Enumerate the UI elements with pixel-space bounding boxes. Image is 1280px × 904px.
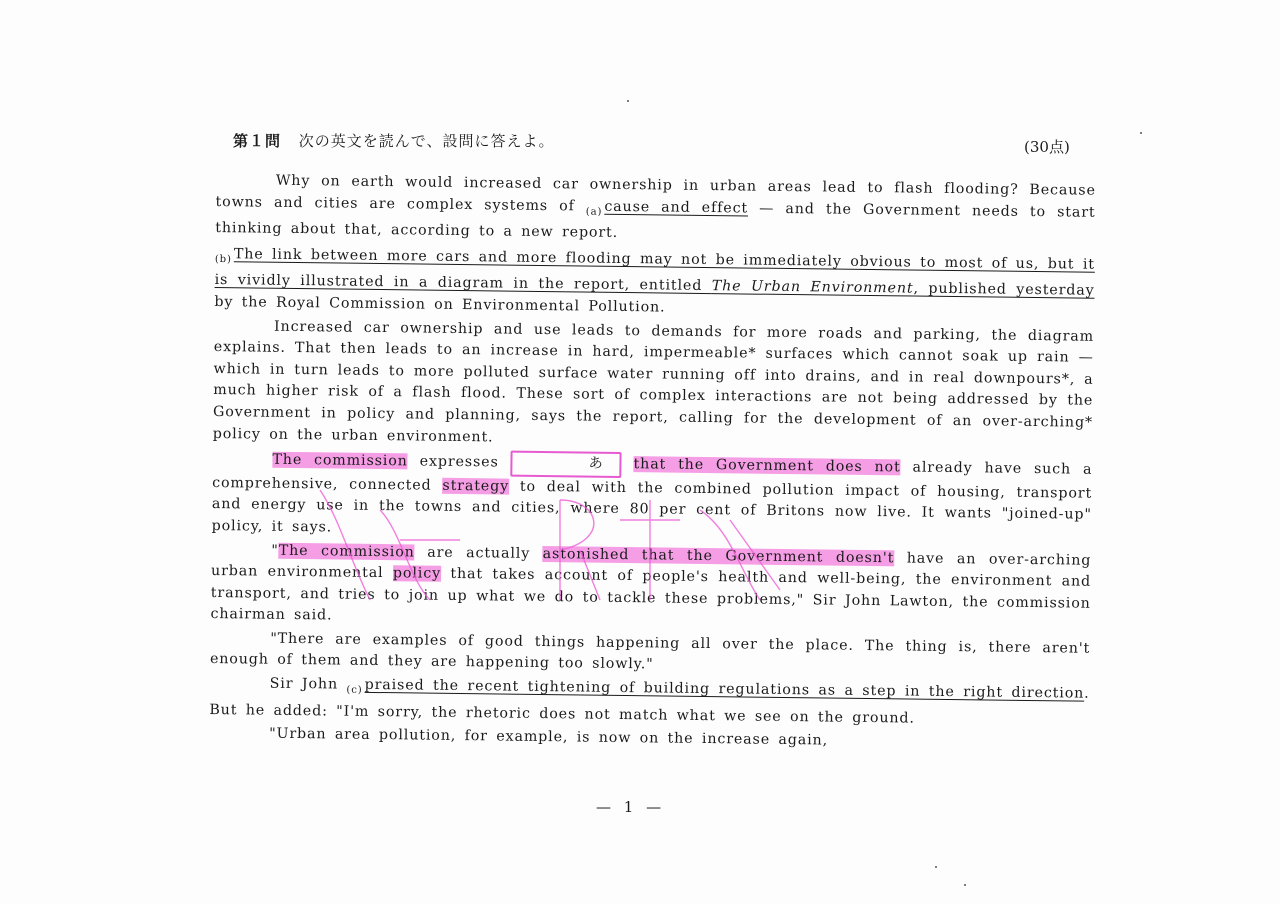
underlined-b: The link between more cars and more flooding may not be immediately obvious to most of us, but it is vividly illustrated in a diagram in the report, entitled [214, 246, 1096, 295]
underlined-b-end: , published yesterday [913, 280, 1095, 300]
blank-a: あ [510, 451, 621, 478]
paragraph-8: "Urban area pollution, for example, is now on the increase again, [269, 725, 829, 749]
paragraph-1-text-end: — and the Government needs to start thinking about that, according to a new report. [215, 200, 1096, 242]
question-instruction: 次の英文を読んで、設問に答えよ。 [298, 132, 555, 150]
label-a: (a) [585, 206, 603, 218]
highlight: The commission [272, 451, 408, 470]
scan-speck [1140, 132, 1142, 134]
question-number: 第１問 [233, 132, 282, 150]
paragraph-4-space [622, 456, 634, 472]
highlight: The commission [278, 542, 415, 560]
paragraph-4 [212, 447, 1093, 548]
report-title: The Urban Environment [711, 278, 914, 297]
paragraph-5-text: have an over-arching urban environmental [211, 549, 1092, 582]
paragraph-1-text: Why on earth would increased car ownership in urban areas lead to flash flooding? Because towns and cities are complex systems of [215, 172, 1096, 215]
label-b: (b) [214, 253, 232, 265]
paragraph-2 [214, 244, 1095, 325]
scan-speck [964, 884, 966, 886]
paragraph-7-text-end: . But he added: "I'm sorry, the rhetoric does not match what we see on the ground. [209, 685, 1090, 727]
paragraph-4-text: expresses [407, 453, 511, 471]
paragraph-5 [210, 539, 1091, 636]
highlight: strategy [442, 477, 510, 495]
scan-speck [627, 100, 629, 102]
question-header [233, 130, 555, 151]
paragraph-6: "There are examples of good things happening all over the place. The thing is, there aren't enough of them and they are happening too slowly." [209, 630, 1091, 673]
paragraph-5-text: that takes account of people's health and well-being, the environment and transport, and tries to join up what we do to tackle these problems," Sir John Lawton, the commission chairman said. [210, 565, 1092, 624]
paragraph-3: Increased car ownership and use leads to demands for more roads and parking, the diagram explains. That then leads to an increase in hard, impermeable* surfaces which cannot soak up rain — which in turn leads to more polluted surface water running off into drains, and in real downpours*, a much higher risk of a flash flood. These sort of complex interactions are not being addressed by the Government in policy and planning, says the report, calling for the development of an over-arching* policy on the urban environment. [212, 318, 1095, 445]
highlight: astonished that the Government doesn't [542, 545, 895, 566]
underlined-a: cause and effect [604, 198, 749, 217]
paragraph-7-text: Sir John [269, 675, 347, 693]
paragraph-4-text: to deal with the combined pollution impact of housing, transport and energy use in the towns and cities, where 80 per cent of Britons now live. It wants "joined-up" policy, it says. [211, 478, 1093, 536]
label-c: (c) [346, 684, 363, 696]
underlined-c: praised the recent tightening of building regulations as a step in the right direction [364, 676, 1085, 702]
passage [209, 170, 1096, 756]
paragraph-5-text: are actually [414, 543, 543, 562]
open-quote: " [271, 542, 279, 559]
highlight: policy [392, 565, 442, 582]
scan-speck [935, 866, 937, 868]
highlight: that the Government does not [633, 456, 901, 476]
paragraph-4-text: already have such a comprehensive, connected [212, 459, 1093, 494]
paragraph-7 [209, 673, 1090, 732]
page-number: — 1 — [596, 798, 666, 816]
paragraph-2-text: by the Royal Commission on Environmental Pollution. [214, 293, 666, 316]
paragraph-1 [215, 170, 1096, 251]
points-label: (30点) [1024, 138, 1070, 156]
